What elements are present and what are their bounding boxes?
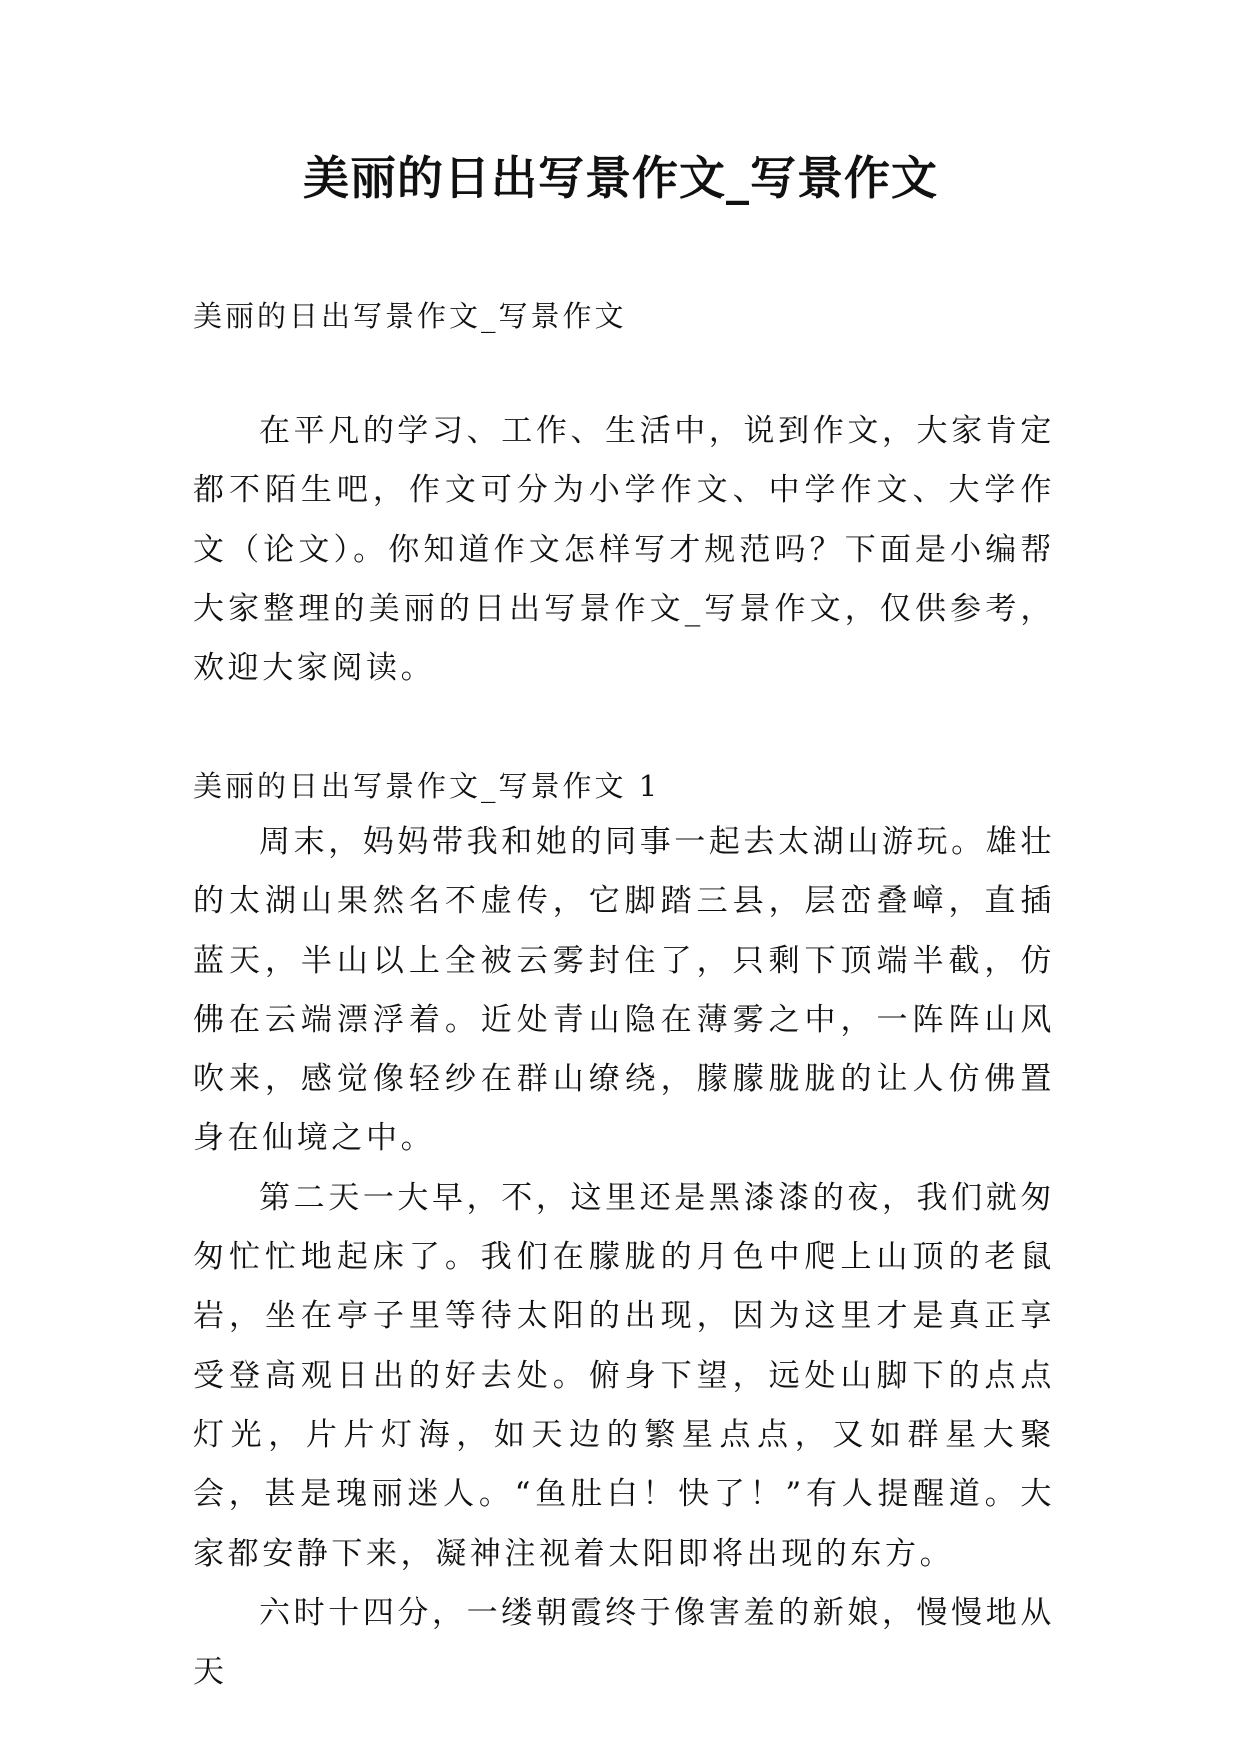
essay-paragraph-2: 第二天一大早，不，这里还是黑漆漆的夜，我们就匆匆忙忙地起床了。我们在朦胧的月色中爬上山顶的老鼠岩，坐在亭子里等待太阳的出现，因为这里才是真正享受登高观日出的好去处。俯身下望，远处山脚下的点点灯光，片片灯海，如天边的繁星点点，又如群星大聚会，甚是瑰丽迷人。“鱼肚白！快了！”有人提醒道。大家都安静下来，凝神注视着太阳即将出现的东方。 <box>193 1179 1055 1572</box>
intro-block <box>193 402 1055 698</box>
essay-body <box>193 813 1055 1702</box>
essay-paragraph-1: 周末，妈妈带我和她的同事一起去太湖山游玩。雄壮的太湖山果然名不虚传，它脚踏三县，层峦叠嶂，直插蓝天，半山以上全被云雾封住了，只剩下顶端半截，仿佛在云端漂浮着。近处青山隐在薄雾之中，一阵阵山风吹来，感觉像轻纱在群山缭绕，朦朦胧胧的让人仿佛置身在仙境之中。 <box>193 824 1055 1157</box>
intro-paragraph: 在平凡的学习、工作、生活中，说到作文，大家肯定都不陌生吧，作文可分为小学作文、中学作文、大学作文（论文）。你知道作文怎样写才规范吗？下面是小编帮大家整理的美丽的日出写景作文_写景作文，仅供参考，欢迎大家阅读。 <box>193 413 1055 687</box>
document-title: 美丽的日出写景作文_写景作文 <box>303 151 938 205</box>
document-subtitle: 美丽的日出写景作文_写景作文 <box>193 299 627 333</box>
section-heading: 美丽的日出写景作文_写景作文 1 <box>193 769 661 803</box>
essay-paragraph-3: 六时十四分，一缕朝霞终于像害羞的新娘，慢慢地从天 <box>193 1594 1055 1691</box>
